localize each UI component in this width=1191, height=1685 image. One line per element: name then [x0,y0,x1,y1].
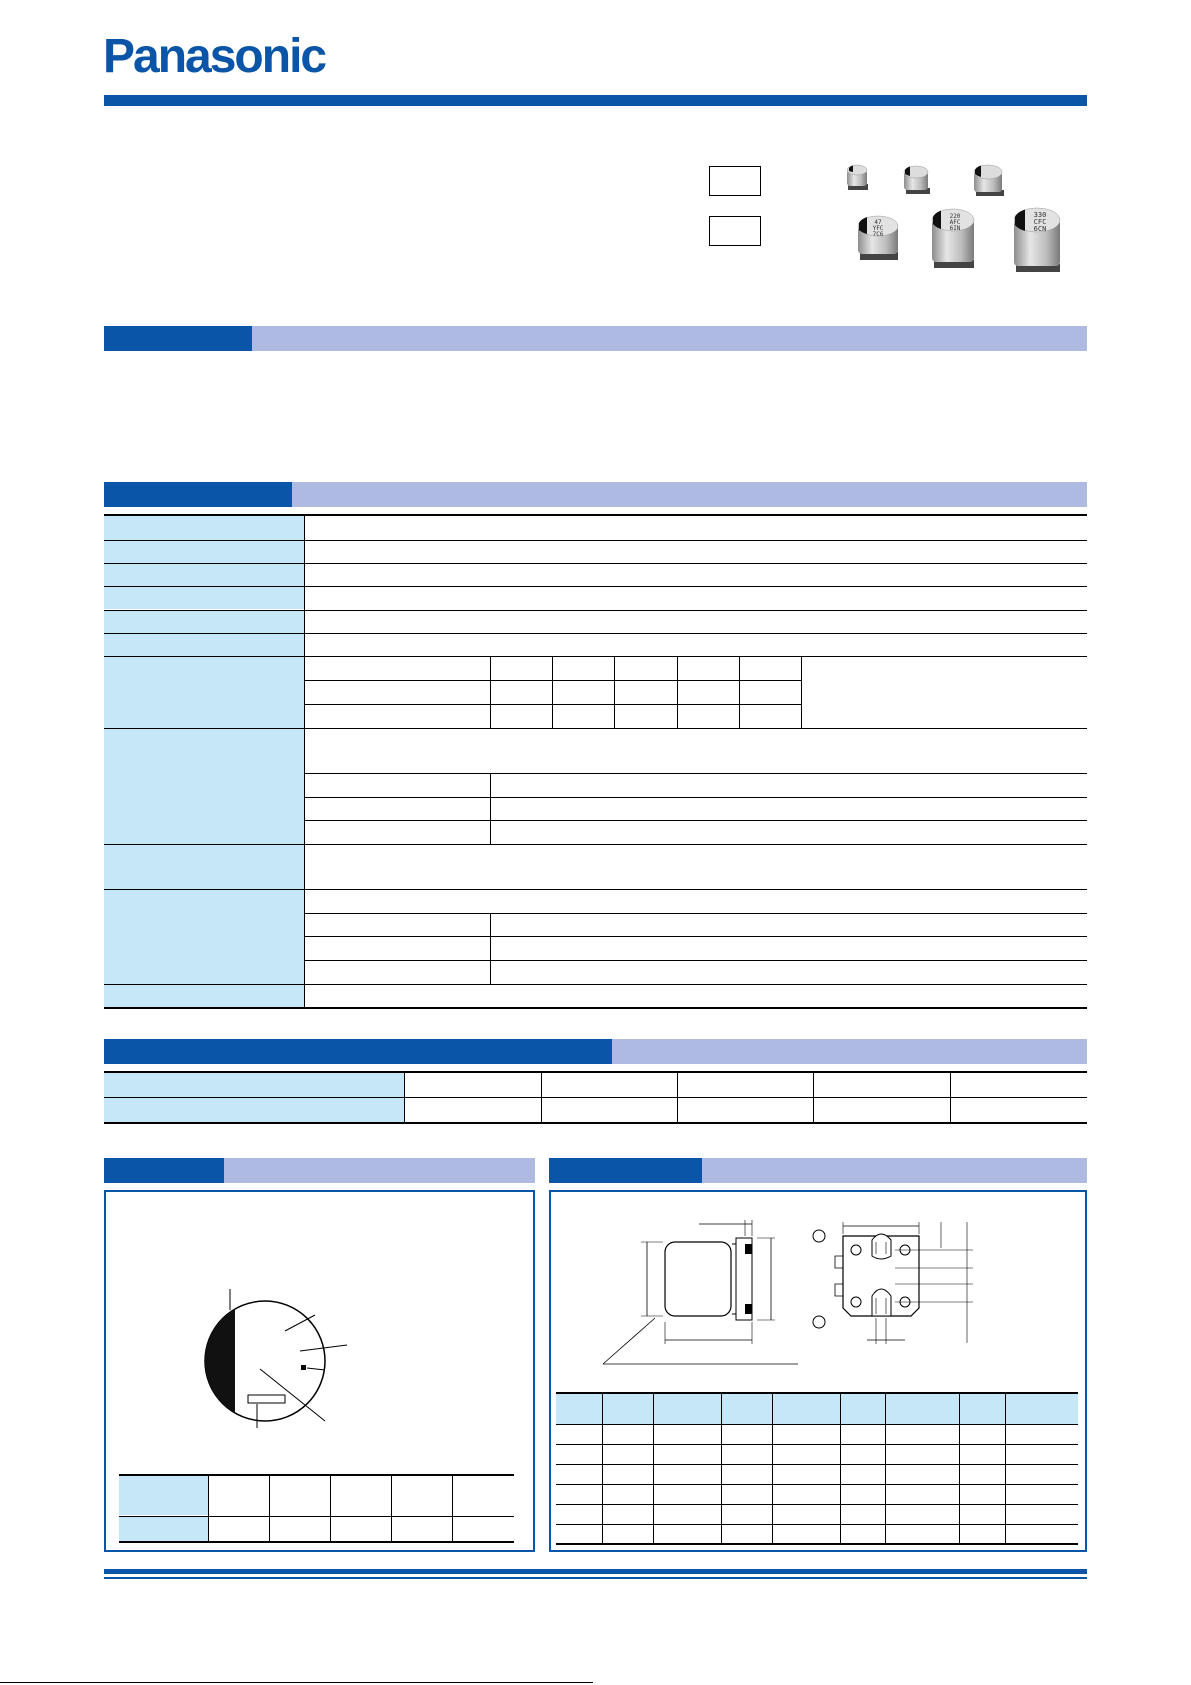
capacitor-marking: 220 [949,213,961,220]
spec-label-cell [104,845,304,889]
spec-label-cell [104,587,304,609]
table-rule [104,514,1087,516]
table-rule [556,1392,1078,1394]
dimensions-header-cell [556,1394,1078,1424]
table-rule [885,1392,886,1545]
table-rule [391,1474,392,1543]
header-rule [104,95,1087,106]
table-rule [104,610,1087,611]
table-rule [104,633,1087,634]
freq-label-cell [104,1073,404,1097]
table-rule [813,1071,814,1124]
table-rule [104,844,1087,845]
table-rule [304,936,1087,937]
marking-label-cell [119,1517,208,1541]
capacitor-photo-4 [858,216,898,260]
table-rule [104,1097,1087,1098]
table-rule [556,1484,1078,1485]
table-rule [208,1474,209,1543]
table-rule [104,656,1087,657]
capacitor-marking: CFC [1033,218,1047,226]
spec-label-cell [104,541,304,563]
table-rule [119,1541,514,1543]
table-rule [304,913,1087,914]
table-rule [556,1504,1078,1505]
table-rule [404,1071,405,1124]
marking-section-bar [224,1158,535,1183]
capacitor-marking: 47 [874,219,882,226]
table-rule [304,820,1087,821]
specifications-section-bar [292,482,1087,507]
table-rule [721,1392,722,1545]
type-badge-box [709,216,761,246]
table-rule [653,1392,654,1545]
table-rule [104,1122,1087,1124]
marking-label-cell [119,1476,208,1515]
table-rule [104,1071,1087,1073]
table-rule [556,1464,1078,1465]
table-rule [959,1392,960,1545]
table-rule [602,1392,603,1545]
table-rule [104,728,1087,729]
capacitor-photo-1 [847,165,868,190]
specifications-section-header [104,482,292,507]
table-rule [304,773,1087,774]
table-rule [541,1071,542,1124]
spec-label-cell [104,657,304,728]
footer-rule [104,1569,1087,1574]
table-rule [556,1543,1078,1545]
table-rule [801,656,802,728]
features-section-bar [252,326,1087,351]
product-photo [840,160,1085,280]
table-rule [330,1474,331,1543]
spec-label-cell [104,516,304,540]
marking-diagram [195,1285,365,1430]
footer-rule [104,1577,1087,1579]
spec-label-cell [104,611,304,633]
table-rule [739,656,740,728]
panasonic-logo: Panasonic [103,30,326,83]
table-rule [490,773,491,844]
table-rule [490,913,491,984]
capacitor-photo-5 [932,209,974,268]
capacitor-marking: YFC [872,225,884,232]
table-rule [452,1474,453,1543]
capacitor-marking: 330 [1033,211,1047,219]
capacitor-photo-3 [974,165,1004,196]
dimensions-section-header [549,1158,702,1183]
table-rule [840,1392,841,1545]
table-rule [104,563,1087,564]
marking-section-header [104,1158,224,1183]
spec-label-cell [104,890,304,984]
table-rule [614,656,615,728]
table-rule [119,1474,514,1476]
spec-label-cell [104,985,304,1007]
freq-label-cell [104,1098,404,1122]
table-rule [490,656,491,728]
capacitor-photo-2 [904,166,930,194]
table-rule [104,1007,1087,1009]
capacitor-marking: 7C6 [872,231,884,238]
table-rule [556,1424,1078,1425]
table-rule [552,656,553,728]
table-rule [304,960,1087,961]
frequency-section-bar [612,1039,1087,1064]
table-rule [556,1444,1078,1445]
table-rule [104,586,1087,587]
footer-edge-line [0,1682,593,1683]
table-rule [677,1071,678,1124]
series-badge-box [709,166,761,196]
capacitor-marking: AFC [949,219,961,226]
capacitor-marking: 6IN [949,225,961,232]
table-rule [104,889,1087,890]
capacitor-photo-6 [1014,208,1060,272]
table-rule [304,514,305,1009]
table-rule [119,1516,514,1517]
table-rule [104,540,1087,541]
frequency-section-header [104,1039,612,1064]
capacitor-marking: 6CN [1033,225,1047,233]
table-rule [950,1071,951,1124]
spec-label-cell [104,729,304,844]
table-rule [772,1392,773,1545]
dimensions-section-bar [702,1158,1087,1183]
table-rule [556,1524,1078,1525]
table-rule [677,656,678,728]
table-rule [104,984,1087,985]
spec-label-cell [104,564,304,586]
spec-label-cell [104,634,304,656]
table-rule [304,797,1087,798]
dimensions-drawing [595,1218,985,1368]
table-rule [269,1474,270,1543]
features-section-header [104,326,252,351]
table-rule [1005,1392,1006,1545]
